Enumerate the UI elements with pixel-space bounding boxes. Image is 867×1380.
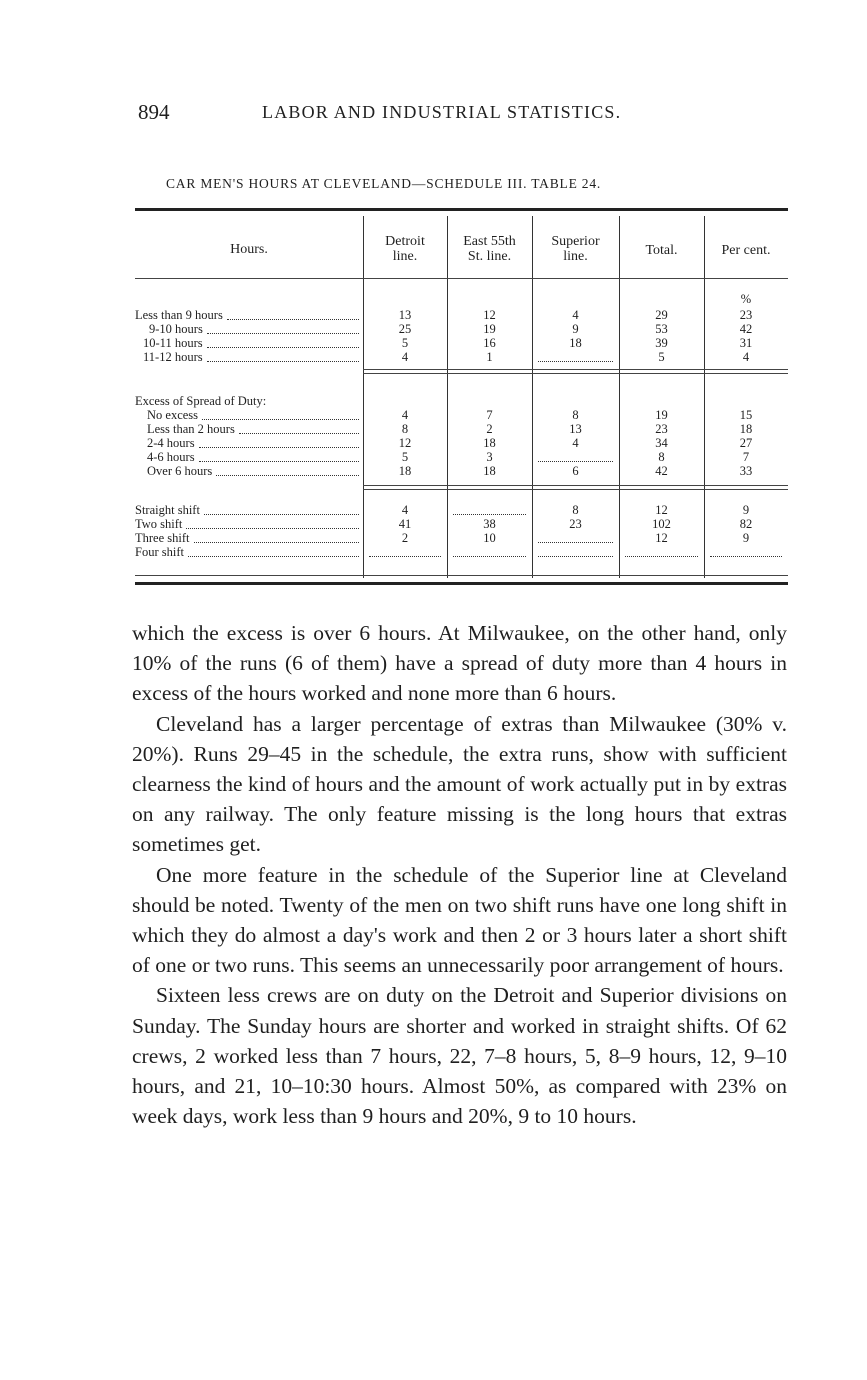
leader-dots [216,461,359,476]
header-detroit [363,234,447,264]
cell-total: 23 [655,422,668,436]
leader-dots [188,542,359,557]
cell-total: 102 [652,517,671,531]
row-label: Three shift [135,531,190,545]
leader-dots [207,333,359,348]
cell-percent: 7 [742,450,750,464]
cell-superior: 4 [572,308,579,322]
cell-percent: 82 [739,517,753,531]
header-detroit-line1: Detroit [385,234,425,249]
cell-percent: 4 [742,350,750,364]
row-label: 9-10 hours [149,322,203,336]
row-label: Four shift [135,545,184,559]
table-caption: CAR MEN'S HOURS AT CLEVELAND—SCHEDULE III. TABLE 24. [166,176,602,191]
leader-dots [207,347,359,362]
leader-dots [199,433,359,448]
cell-total: 34 [655,436,668,450]
cell-superior: 6 [572,464,579,478]
leader-dots [207,319,359,334]
cell-total: 8 [658,450,665,464]
cell-detroit: 13 [398,308,412,322]
row-label: Less than 9 hours [135,308,223,322]
cell-detroit: 5 [401,450,409,464]
cell-percent: 15 [739,408,753,422]
cell-percent: 9 [742,503,750,517]
header-superior-line2: line. [563,249,588,264]
empty-cell-east55 [453,500,526,515]
cell-total: 5 [658,350,665,364]
cell-east55: 1 [486,350,493,364]
cell-detroit: 4 [401,350,409,364]
empty-cell-east55 [453,542,526,557]
row-label: 10-11 hours [143,336,203,350]
cell-superior: 8 [572,408,579,422]
cell-total: 42 [655,464,668,478]
paragraph: Sixteen less crews are on duty on the Detroit and Superior divisions on Sunday. The Sunday hours are shorter and worked in straight shifts. Of 62 crews, 2 worked less than 7 hours, 22, 7–8 hours, 5, 8–9 hours, 12, 9–10 hours, and 21, 10–10:30 hours. Almost 50%, as compared with 23% on week days, work less than 9 hours and 20%, 9 to 10 hours. [132,983,787,1129]
group-rule [363,485,788,486]
cell-east55: 16 [483,336,496,350]
cell-total: 53 [655,322,668,336]
paragraph: which the excess is over 6 hours. At Milwaukee, on the other hand, only 10% of the runs (6 of them) have a spread of duty more than 4 hours in excess of the hours worked and none more than 6 hours. [132,621,787,706]
cell-percent: 33 [739,464,753,478]
cell-detroit: 41 [398,517,412,531]
cell-superior: 18 [569,336,582,350]
cell-detroit: 8 [401,422,409,436]
row-label: Less than 2 hours [147,422,235,436]
cell-detroit: 18 [398,464,412,478]
cell-percent: 31 [739,336,753,350]
group-rule [363,373,788,374]
cell-superior: 4 [572,436,579,450]
cell-east55: 18 [483,464,496,478]
cell-detroit: 25 [398,322,412,336]
percent-sign: % [740,292,752,306]
cell-superior: 23 [569,517,582,531]
group-title: Excess of Spread of Duty: [135,394,267,408]
cell-east55: 18 [483,436,496,450]
leader-dots [202,405,359,420]
cell-detroit: 12 [398,436,412,450]
empty-cell-superior [538,528,613,543]
group-rule [363,369,788,370]
cell-superior: 8 [572,503,579,517]
table-top-rule [135,208,788,211]
cell-detroit: 5 [401,336,409,350]
empty-cell-percent [710,542,782,557]
cell-detroit: 4 [401,408,409,422]
header-superior [532,234,619,264]
running-head: LABOR AND INDUSTRIAL STATISTICS. [262,102,622,122]
cell-detroit: 4 [401,503,409,517]
row-label: Straight shift [135,503,200,517]
cell-east55: 19 [483,322,496,336]
header-east55-line2: St. line. [467,249,512,264]
body-text [132,618,787,1131]
header-detroit-line2: line. [392,249,418,264]
cell-east55: 7 [486,408,493,422]
empty-cell-total [625,542,698,557]
cell-total: 12 [655,503,668,517]
page-header [138,100,788,130]
group-rule [363,489,788,490]
row-label: Two shift [135,517,183,531]
paragraph: One more feature in the schedule of the Superior line at Cleveland should be noted. Twenty of the men on two shift runs have one long shift in which they do almost a day's work and then 2 or 3 hours later a short shift of one or two runs. This seems an unnecessarily poor arrangement of hours. [132,862,787,978]
page-number: 894 [138,100,170,124]
cell-superior: 9 [572,322,579,336]
header-superior-line1: Superior [551,234,600,249]
leader-dots [239,419,359,434]
header-east55-line1: East 55th [463,234,516,249]
header-total: Total. [645,243,678,258]
cell-percent: 42 [739,322,753,336]
four-shift-rule [135,575,788,576]
header-east55 [447,234,532,264]
row-label: Over 6 hours [147,464,213,478]
leader-dots [227,305,359,320]
empty-cell-superior [538,542,613,557]
cell-total: 29 [655,308,668,322]
cell-percent: 27 [739,436,753,450]
cell-total: 39 [655,336,668,350]
cell-east55: 3 [486,450,493,464]
cell-east55: 10 [483,531,496,545]
cell-east55: 38 [483,517,496,531]
empty-cell-superior [538,347,613,362]
hours-table [135,206,788,586]
cell-east55: 12 [483,308,496,322]
cell-percent: 23 [739,308,753,322]
row-label: 11-12 hours [143,350,203,364]
leader-dots [199,447,359,462]
cell-east55: 2 [486,422,493,436]
header-rule [135,278,788,279]
cell-percent: 18 [739,422,753,436]
header-percent: Per cent. [721,243,771,258]
row-label: 2-4 hours [147,436,195,450]
paragraph: Cleveland has a larger percentage of extras than Milwaukee (30% v. 20%). Runs 29–45 in the schedule, the extra runs, show with sufficient clearness the kind of hours and the amount of work actually put in by extras on any railway. The only feature missing is the long hours that extras sometimes get. [132,711,787,857]
empty-cell-superior [538,447,613,462]
leader-dots [194,528,360,543]
cell-detroit: 2 [401,531,409,545]
leader-dots [204,500,359,515]
row-label: No excess [147,408,199,422]
table-bottom-rule [135,582,788,585]
cell-total: 19 [655,408,668,422]
leader-dots [186,514,359,529]
empty-cell-detroit [369,542,441,557]
cell-total: 12 [655,531,668,545]
cell-percent: 9 [742,531,750,545]
row-label: 4-6 hours [147,450,195,464]
header-hours: Hours. [230,242,268,257]
cell-superior: 13 [569,422,582,436]
